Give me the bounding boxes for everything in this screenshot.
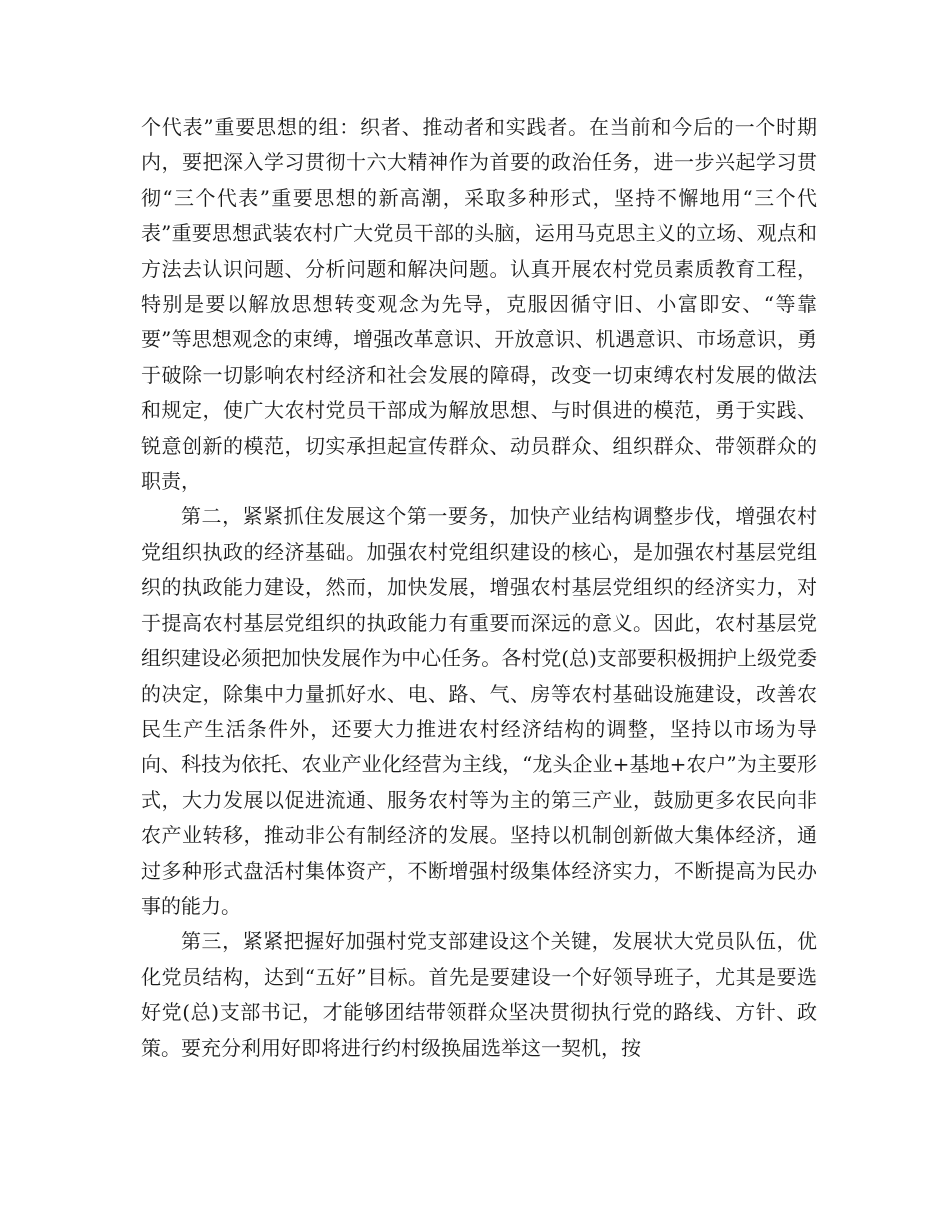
paragraph-2: 第二，紧紧抓住发展这个第一要务，加快产业结构调整步伐，增强农村党组织执政的经济基础。加强农村党组织建设的核心，是加强农村基层党组织的执政能力建设，然而，加快发展，增强农村基层党组织的经济实力，对于提高农村基层党组织的执政能力有重要而深远的意义。因此，农村基层党组织建设必须把加快发展作为中心任务。各村党(总)支部要积极拥护上级党委的决定，除集中力量抓好水、电、路、气、房等农村基础设施建设，改善农民生产生活条件外，还要大力推进农村经济结构的调整，坚持以市场为导向、科技为依托、农业产业化经营为主线，“龙头企业+基地+农户”为主要形式，大力发展以促进流通、服务农村等为主的第三产业，鼓励更多农民向非农产业转移，推动非公有制经济的发展。坚持以机制创新做大集体经济，通过多种形式盘活村集体资产，不断增强村级集体经济实力，不断提高为民办事的能力。 [141,504,817,918]
document-page [141,110,817,1066]
paragraph-3: 第三，紧紧把握好加强村党支部建设这个关键，发展状大党员队伍，优化党员结构，达到“五好”目标。首先是要建设一个好领导班子，尤其是要选好党(总)支部书记，才能够团结带领群众坚决贯彻执行党的路线、方针、政策。要充分利用好即将进行约村级换届选举这一契机，按 [141,929,817,1060]
paragraph-1: 个代表”重要思想的组：织者、推动者和实践者。在当前和今后的一个时期内，要把深入学习贯彻十六大精神作为首要的政治任务，进一步兴起学习贯彻“三个代表”重要思想的新高潮，采取多种形式，坚持不懈地用“三个代表”重要思想武装农村广大党员干部的头脑，运用马克思主义的立场、观点和方法去认识问题、分析问题和解决问题。认真开展农村党员素质教育工程，特别是要以解放思想转变观念为先导，克服因循守旧、小富即安、“等靠要”等思想观念的束缚，增强改革意识、开放意识、机遇意识、市场意识，勇于破除一切影响农村经济和社会发展的障碍，改变一切束缚农村发展的做法和规定，使广大农村党员干部成为解放思想、与时俱进的模范，勇于实践、锐意创新的模范，切实承担起宣传群众、动员群众、组织群众、带领群众的职责， [141,115,817,494]
